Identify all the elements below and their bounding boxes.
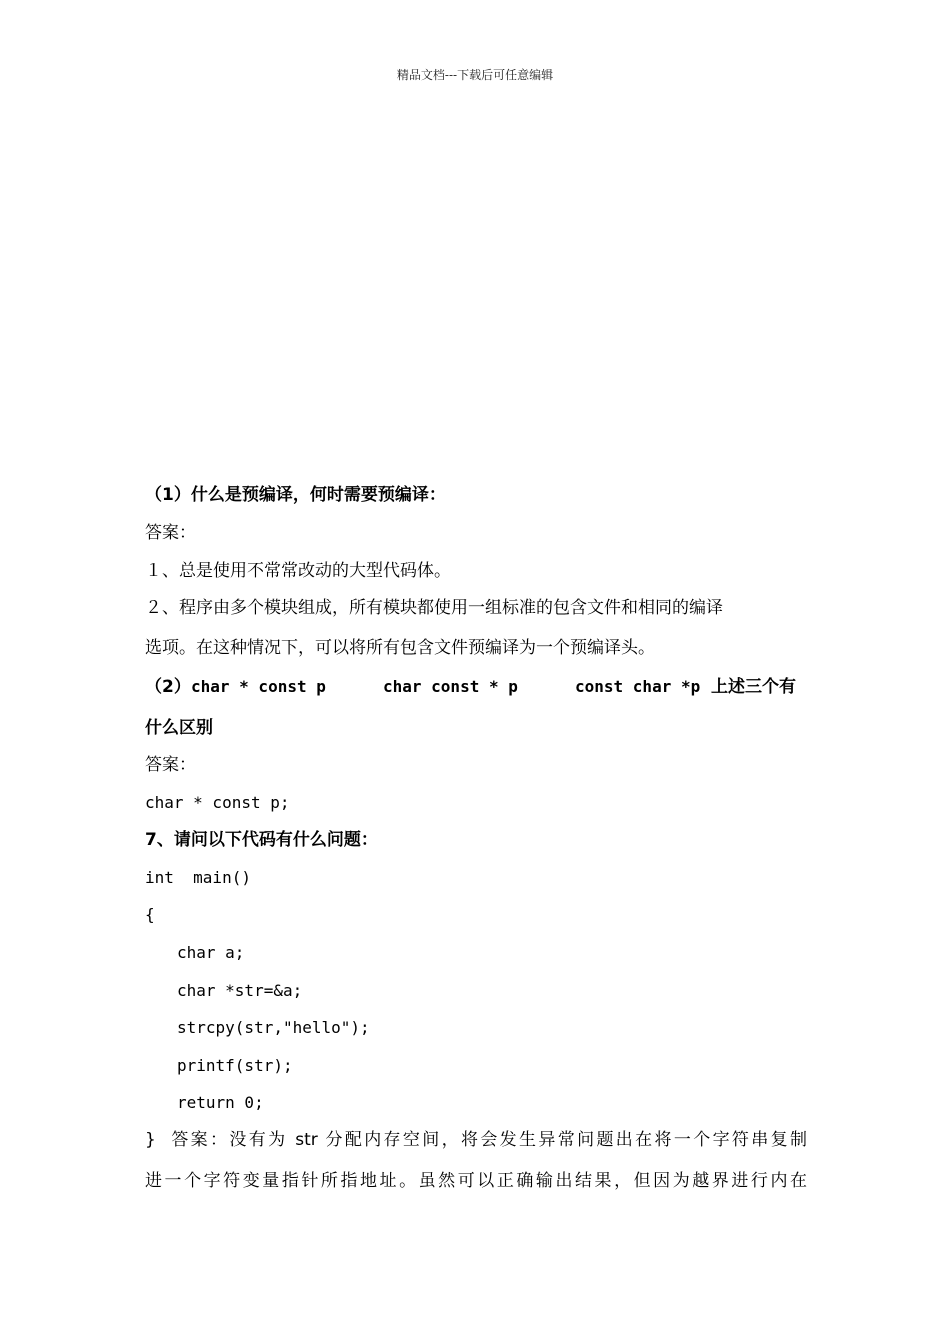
code-line: return 0; <box>177 1093 264 1112</box>
question-2-title <box>145 677 807 797</box>
question-2-title-line-2: 什么区别 <box>145 718 213 738</box>
code-line: printf(str); <box>177 1056 293 1075</box>
code-line: strcpy(str,"hello"); <box>177 1018 370 1037</box>
question-7-answer-line-1: } 答案：没有为 str 分配内存空间，将会发生异常问题出在将一个字符串复制 <box>145 1130 807 1150</box>
question-2-answer-label: 答案： <box>145 755 196 775</box>
page-header: 精品文档---下载后可任意编辑 <box>396 68 554 82</box>
question-1-point-2-line-2: 选项。在这种情况下，可以将所有包含文件预编译为一个预编译头。 <box>145 638 655 658</box>
question-7-title: 7、请问以下代码有什么问题： <box>145 830 378 850</box>
question-7-answer-line-2: 进一个字符变量指针所指地址。虽然可以正确输出结果，但因为越界进行内在 <box>145 1171 807 1191</box>
question-2-declaration-2: char const * p <box>383 677 518 696</box>
question-2-suffix: 上述三个有 <box>711 677 796 697</box>
question-1-point-1: １、总是使用不常常改动的大型代码体。 <box>145 561 451 581</box>
question-1-answer-label: 答案： <box>145 523 196 543</box>
question-2-prefix: （2） <box>145 677 191 697</box>
question-2-declaration-1: char * const p <box>191 677 326 696</box>
question-1-title: （1）什么是预编译，何时需要预编译： <box>145 485 446 505</box>
question-2-declaration-3: const char *p <box>575 677 701 696</box>
code-line: int main() <box>145 868 251 887</box>
code-line: { <box>145 905 155 924</box>
question-1-point-2-line-1: ２、程序由多个模块组成，所有模块都使用一组标准的包含文件和相同的编译 <box>145 598 723 618</box>
code-line: char *str=&a; <box>177 981 303 1000</box>
question-2-answer-code: char * const p; <box>145 793 290 812</box>
code-line: char a; <box>177 943 245 962</box>
